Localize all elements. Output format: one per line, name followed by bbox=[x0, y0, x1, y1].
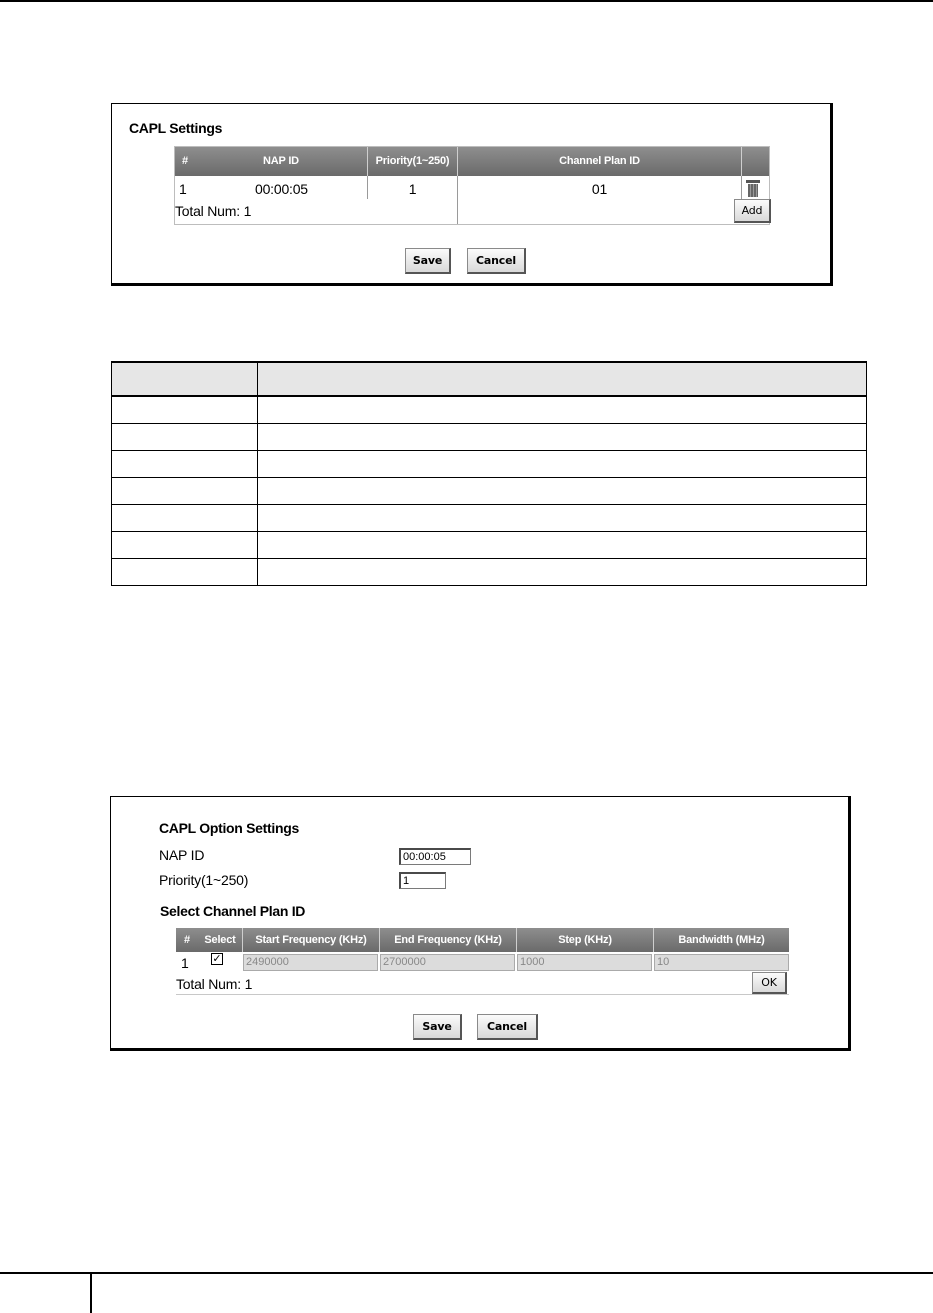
select-checkbox[interactable]: ✓ bbox=[212, 952, 222, 965]
col-end-freq-header: End Frequency (KHz) bbox=[394, 934, 502, 946]
start-frequency-field: 2490000 bbox=[243, 954, 378, 971]
col-nap-id-header: NAP ID bbox=[263, 155, 299, 167]
col-priority-header: Priority(1~250) bbox=[375, 155, 450, 167]
step-field: 1000 bbox=[517, 954, 652, 971]
capl-table-header bbox=[175, 147, 769, 176]
col-index-header: # bbox=[182, 155, 188, 167]
table-row bbox=[112, 450, 867, 477]
channel-plan-header bbox=[176, 928, 789, 952]
table-header-row bbox=[112, 362, 867, 396]
row-nap-id: 00:00:05 bbox=[255, 181, 308, 197]
capl-table bbox=[174, 146, 770, 225]
total-num: Total Num: 1 bbox=[176, 976, 253, 992]
table-row bbox=[112, 531, 867, 558]
col-index-header: # bbox=[184, 934, 190, 946]
row-index: 1 bbox=[181, 955, 189, 971]
priority-label: Priority(1~250) bbox=[159, 872, 249, 888]
row-channel-plan-id: 01 bbox=[591, 181, 608, 197]
table-row bbox=[112, 558, 867, 585]
col-step-header: Step (KHz) bbox=[558, 934, 612, 946]
header-rule bbox=[0, 0, 933, 2]
footer-rule bbox=[0, 1272, 933, 1274]
channel-plan-table bbox=[176, 928, 789, 996]
col-bandwidth-header: Bandwidth (MHz) bbox=[678, 934, 765, 946]
priority-input[interactable] bbox=[399, 872, 446, 889]
capl-option-settings-screenshot bbox=[110, 796, 851, 1051]
row-index: 1 bbox=[179, 181, 187, 197]
cancel-button[interactable]: Cancel bbox=[467, 248, 526, 274]
table-row bbox=[112, 396, 867, 423]
total-num: Total Num: 1 bbox=[175, 203, 252, 219]
capl-settings-screenshot bbox=[111, 103, 833, 286]
col-start-freq-header: Start Frequency (KHz) bbox=[255, 934, 367, 946]
bandwidth-field: 10 bbox=[654, 954, 789, 971]
add-button[interactable]: Add bbox=[734, 199, 771, 223]
cancel-button[interactable]: Cancel bbox=[477, 1014, 538, 1040]
capl-settings-title: CAPL Settings bbox=[129, 120, 223, 136]
col-select-header: Select bbox=[204, 934, 236, 946]
nap-id-input[interactable] bbox=[399, 848, 471, 865]
save-button[interactable]: Save bbox=[405, 248, 451, 274]
page-number-box bbox=[0, 1272, 92, 1313]
capl-option-title: CAPL Option Settings bbox=[159, 820, 299, 836]
nap-id-label: NAP ID bbox=[159, 847, 205, 863]
ok-button[interactable]: OK bbox=[752, 972, 787, 994]
table-row bbox=[112, 423, 867, 450]
end-frequency-field: 2700000 bbox=[380, 954, 515, 971]
row-priority: 1 bbox=[408, 181, 417, 197]
trash-icon[interactable] bbox=[746, 180, 760, 197]
field-description-table bbox=[111, 361, 867, 586]
save-button[interactable]: Save bbox=[413, 1014, 462, 1040]
col-channel-plan-header: Channel Plan ID bbox=[559, 155, 640, 167]
table-row bbox=[112, 504, 867, 531]
table-row bbox=[112, 477, 867, 504]
select-channel-title: Select Channel Plan ID bbox=[160, 903, 306, 919]
